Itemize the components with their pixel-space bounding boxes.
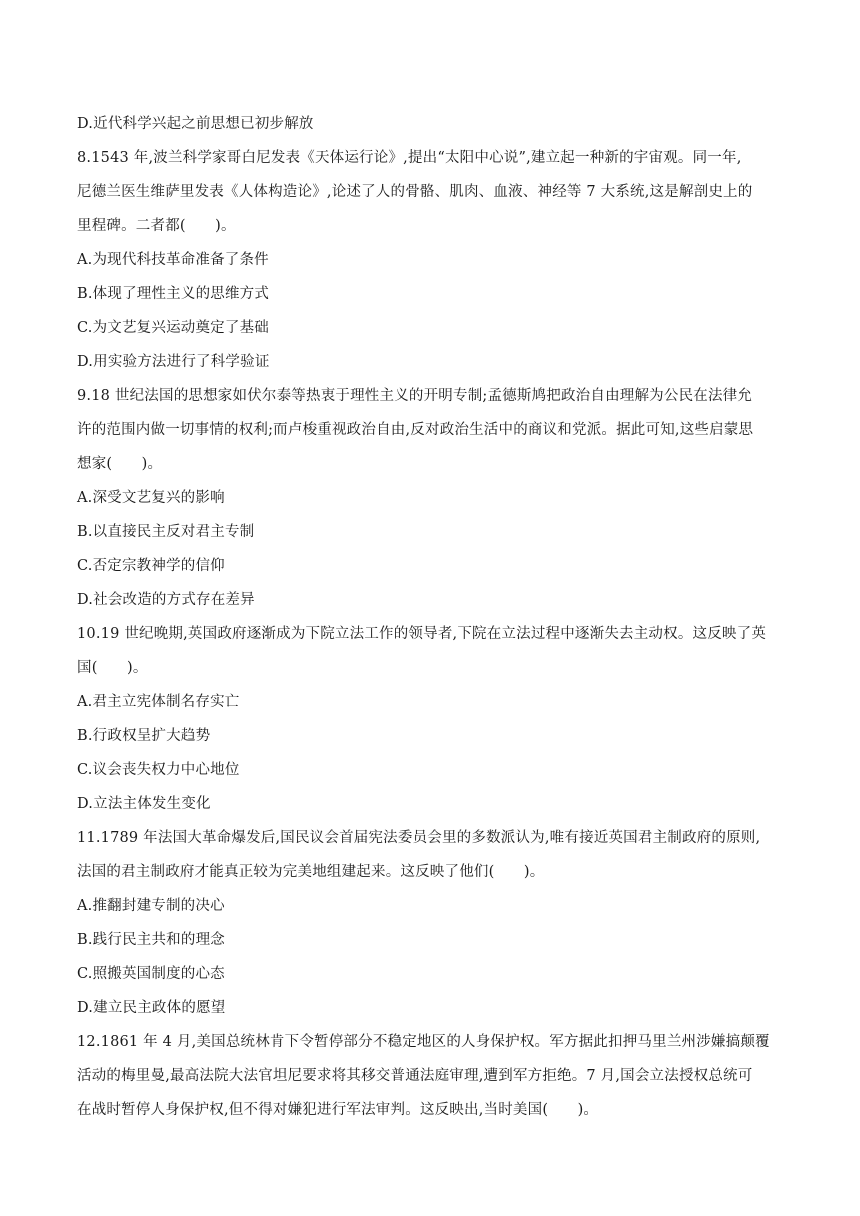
document-page bbox=[77, 107, 782, 1127]
question-10-option-d: D.立法主体发生变化 bbox=[77, 796, 211, 812]
question-9-option-d: D.社会改造的方式存在差异 bbox=[77, 592, 255, 608]
question-8-stem-line3: 里程碑。二者都( )。 bbox=[77, 218, 236, 234]
question-11-option-d: D.建立民主政体的愿望 bbox=[77, 1000, 226, 1016]
question-12-stem-line3: 在战时暂停人身保护权,但不得对嫌犯进行军法审判。这反映出,当时美国( )。 bbox=[77, 1102, 599, 1118]
question-10-stem-line2: 国( )。 bbox=[77, 660, 148, 676]
question-8-option-a: A.为现代科技革命准备了条件 bbox=[77, 252, 269, 268]
question-10-option-c: C.议会丧失权力中心地位 bbox=[77, 762, 240, 778]
question-8-stem-line2: 尼德兰医生维萨里发表《人体构造论》,论述了人的骨骼、肌肉、血液、神经等 7 大系统,这是解剖史上的 bbox=[77, 184, 753, 200]
question-8-option-b: B.体现了理性主义的思维方式 bbox=[77, 286, 270, 302]
question-11-option-a: A.推翻封建专制的决心 bbox=[77, 898, 225, 914]
question-9-stem-line3: 想家( )。 bbox=[77, 456, 163, 472]
question-9-option-a: A.深受文艺复兴的影响 bbox=[77, 490, 225, 506]
option-d-q7: D.近代科学兴起之前思想已初步解放 bbox=[77, 116, 314, 132]
question-10-option-a: A.君主立宪体制名存实亡 bbox=[77, 694, 240, 710]
question-9-stem-line1: 9.18 世纪法国的思想家如伏尔泰等热衷于理性主义的开明专制;孟德斯鸠把政治自由理解为公民在法律允 bbox=[77, 388, 753, 404]
question-11-stem-line1: 11.1789 年法国大革命爆发后,国民议会首届宪法委员会里的多数派认为,唯有接近英国君主制政府的原则, bbox=[77, 830, 761, 846]
question-8-stem-line1: 8.1543 年,波兰科学家哥白尼发表《天体运行论》,提出“太阳中心说”,建立起一种新的宇宙观。同一年, bbox=[77, 150, 742, 166]
question-9-option-b: B.以直接民主反对君主专制 bbox=[77, 524, 255, 540]
question-10-option-b: B.行政权呈扩大趋势 bbox=[77, 728, 211, 744]
question-12-stem-line2: 活动的梅里曼,最高法院大法官坦尼要求将其移交普通法庭审理,遭到军方拒绝。7 月,国会立法授权总统可 bbox=[77, 1068, 753, 1084]
question-9-stem-line2: 许的范围内做一切事情的权利;而卢梭重视政治自由,反对政治生活中的商议和党派。据此可知,这些启蒙思 bbox=[77, 422, 754, 438]
question-12-stem-line1: 12.1861 年 4 月,美国总统林肯下令暂停部分不稳定地区的人身保护权。军方据此扣押马里兰州涉嫌搞颠覆 bbox=[77, 1034, 770, 1050]
question-10-stem-line1: 10.19 世纪晚期,英国政府逐渐成为下院立法工作的领导者,下院在立法过程中逐渐失去主动权。这反映了英 bbox=[77, 626, 767, 642]
question-11-option-b: B.践行民主共和的理念 bbox=[77, 932, 225, 948]
question-9-option-c: C.否定宗教神学的信仰 bbox=[77, 558, 225, 574]
question-8-option-c: C.为文艺复兴运动奠定了基础 bbox=[77, 320, 269, 336]
question-8-option-d: D.用实验方法进行了科学验证 bbox=[77, 354, 270, 370]
question-11-option-c: C.照搬英国制度的心态 bbox=[77, 966, 225, 982]
question-11-stem-line2: 法国的君主制政府才能真正较为完美地组建起来。这反映了他们( )。 bbox=[77, 864, 545, 880]
